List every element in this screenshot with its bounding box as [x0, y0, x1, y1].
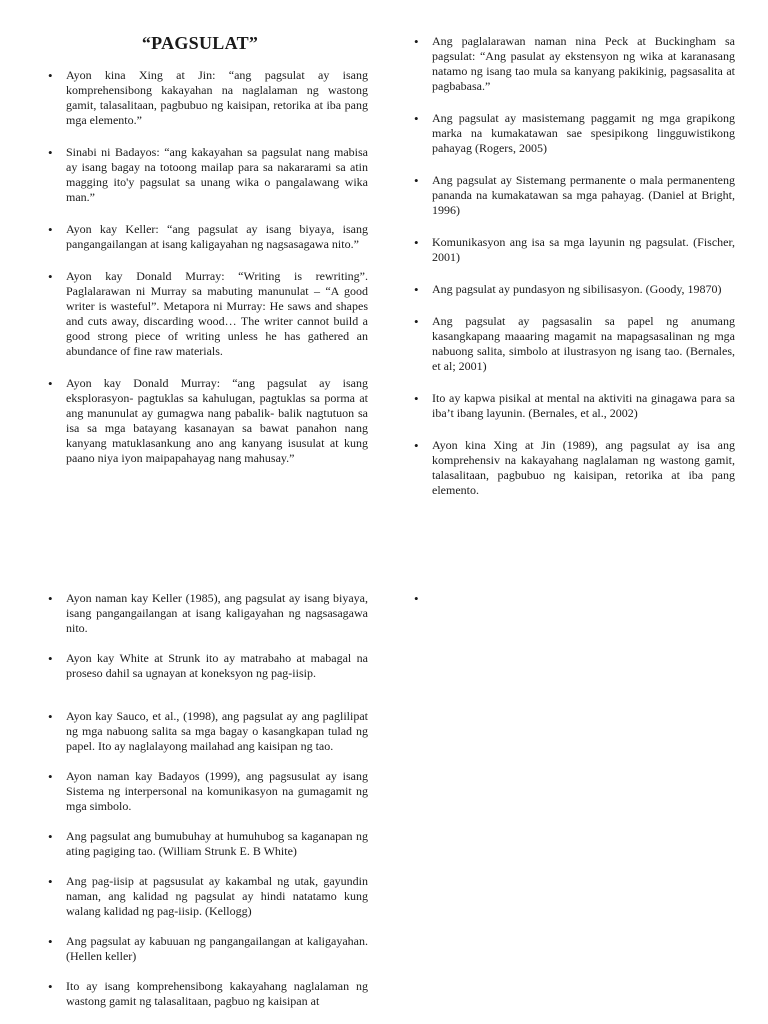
bullet-list: [44, 591, 368, 1009]
list-item: • Sinabi ni Badayos: “ang kakayahan sa pagsulat nang mabisa ay isang bagay na totoong mailap para sa nakararami sa atin magging ito'y pagsulat sa unang wika o pangalawang wika man.”: [44, 145, 368, 205]
list-item: • Ayon kina Xing at Jin: “ang pagsulat ay isang komprehensibong kakayahan na naglalaman ng wastong gamit, talasalitaan, pagbubuo ng kaisipan, retorika at iba pang mga elemento.”: [44, 68, 368, 128]
list-item: • Komunikasyon ang isa sa mga layunin ng pagsulat. (Fischer, 2001): [410, 235, 735, 265]
list-item: • Ayon naman kay Badayos (1999), ang pagsusulat ay isang Sistema ng interpersonal na komunikasyon na gumagamit ng mga simbolo.: [44, 769, 368, 814]
list-item: • Ang paglalarawan naman nina Peck at Buckingham sa pagsulat: “Ang pasulat ay ekstensyon ng wika at karanasang natamo ng isang tao mula sa kanyang pakikinig, pagsasalita at pagbabasa.”: [410, 34, 735, 94]
list-item: • Ayon kay Donald Murray: “Writing is rewriting”. Paglalarawan ni Murray sa mabuting manunulat – “A good writer is wasteful”. Metapora ni Murray: He saws and shapes and cuts away, discarding wood… The writer cannot build a good strong piece of writing unless he has gathered an abundance of fine raw materials.: [44, 269, 368, 359]
left-column-bottom: [44, 591, 368, 1024]
bullet-list: [410, 34, 735, 498]
list-item: • Ito ay kapwa pisikal at mental na aktiviti na ginagawa para sa iba’t ibang layunin. (Bernales, et al., 2002): [410, 391, 735, 421]
list-item: • Ayon kay Donald Murray: “ang pagsulat ay isang eksplorasyon- pagtuklas sa kahulugan, pagtuklas sa porma at ang manunulat ay gumagwa nang pabalik- balik nagtutuon sa isa sa mga batayang kasanayan sa bawat panahon nang kanyang matuklasankung ano ang kanyang isusulat at kung paano niya iyon maipapahayag nang mahusay.”: [44, 376, 368, 466]
list-item: • Ang pagsulat ay pundasyon ng sibilisasyon. (Goody, 19870): [410, 282, 735, 297]
list-item: • Ang pagsulat ay Sistemang permanente o mala permanenteng pananda na kumakatawan sa mga pahayag. (Daniel at Bright, 1996): [410, 173, 735, 218]
list-item: • Ayon naman kay Keller (1985), ang pagsulat ay isang biyaya, isang pangangailangan at isang kaligayahan ng nagsasagawa nito.: [44, 591, 368, 636]
list-item: • Ayon kay White at Strunk ito ay matrabaho at mabagal na proseso dahil sa ugnayan at koneksyon ng pag-iisip.: [44, 651, 368, 681]
bullet-list: [44, 68, 368, 466]
list-item: • Ayon kay Keller: “ang pagsulat ay isang biyaya, isang pangangailangan at isang kaligayahan ng nagsasagawa nito.”: [44, 222, 368, 252]
list-item: • Ang pagsulat ay masistemang paggamit ng mga grapikong marka na kumakatawan sae spesipikong lingguwistikong pahayag (Rogers, 2005): [410, 111, 735, 156]
right-column-top: [410, 34, 735, 515]
list-item: • Ang pagsulat ang bumubuhay at humuhubog sa kaganapan ng ating pagiging tao. (William Strunk E. B White): [44, 829, 368, 859]
left-column-top: [44, 68, 368, 483]
list-item: • Ayon kina Xing at Jin (1989), ang pagsulat ay isa ang komprehensiv na kakayahang naglalaman ng wastong gamit, talasalitaan, pagbubuo ng kaisipan, retorika at iba pang elemento.: [410, 438, 735, 498]
list-item: • Ito ay isang komprehensibong kakayahang naglalaman ng wastong gamit ng talasalitaan, pagbuo ng kaisipan at: [44, 979, 368, 1009]
list-item: • Ayon kay Sauco, et al., (1998), ang pagsulat ay ang paglilipat ng mga nabuong salita sa mga bagay o kasangkapan tulad ng papel. Ito ay naglalayong mailahad ang kaisipan ng tao.: [44, 709, 368, 754]
list-item: • Ang pagsulat ay kabuuan ng pangangailangan at kaligayahan. (Hellen keller): [44, 934, 368, 964]
list-item: • Ang pag-iisip at pagsusulat ay kakambal ng utak, gayundin naman, ang kalidad ng pagsulat ay hindi natatamo kung walang kalidad ng pag-iisip. (Kellogg): [44, 874, 368, 919]
document-title: “PAGSULAT”: [141, 33, 259, 53]
list-item: • Ang pagsulat ay pagsasalin sa papel ng anumang kasangkapang maaaring magamit na mapagsasalinan ng mga nabuong salita, simbolo at ilustrasyon ng isang tao. (Bernales, et al; 2001): [410, 314, 735, 374]
